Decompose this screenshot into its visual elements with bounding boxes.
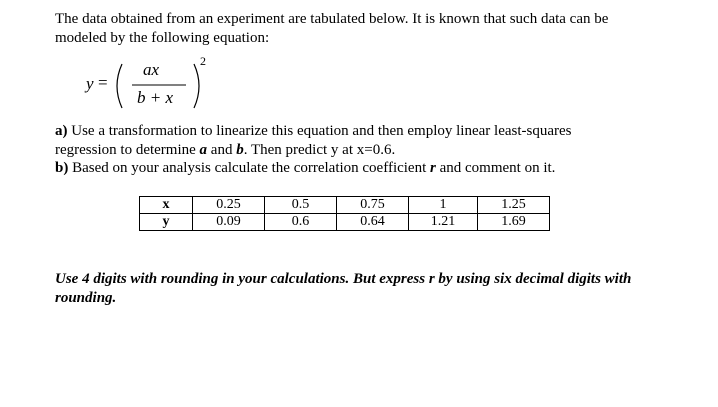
table-cell: 1.25 bbox=[478, 197, 550, 214]
equation-denominator: b + x bbox=[137, 88, 174, 107]
equation-exponent: 2 bbox=[200, 54, 206, 68]
equation-equals: = bbox=[98, 73, 108, 92]
question-a-line-2 bbox=[55, 141, 680, 160]
row-label-x: x bbox=[140, 197, 193, 214]
question-a-line-1 bbox=[55, 122, 680, 141]
table-cell: 1.21 bbox=[409, 214, 478, 231]
table-cell: 1 bbox=[409, 197, 478, 214]
row-label-y: y bbox=[140, 214, 193, 231]
note-line-1: Use 4 digits with rounding in your calculations. But express r by using six decimal digits with bbox=[55, 271, 632, 287]
var-r: r bbox=[430, 160, 436, 176]
table-cell: 0.64 bbox=[337, 214, 409, 231]
intro-line-2: modeled by the following equation: bbox=[55, 30, 270, 46]
var-b: b bbox=[236, 142, 244, 158]
question-a-text-1: Use a transformation to linearize this equation and then employ linear least-squares bbox=[71, 123, 572, 139]
table-cell: 0.6 bbox=[265, 214, 337, 231]
question-a-text-2-pre: regression to determine bbox=[55, 142, 196, 158]
question-b bbox=[55, 159, 680, 178]
question-a-label: a) bbox=[55, 123, 68, 139]
intro-paragraph bbox=[55, 10, 680, 48]
table-cell: 0.5 bbox=[265, 197, 337, 214]
table-cell: 0.09 bbox=[193, 214, 265, 231]
model-equation bbox=[86, 54, 216, 114]
table-cell: 0.25 bbox=[193, 197, 265, 214]
question-b-text-pre: Based on your analysis calculate the correlation coefficient bbox=[72, 160, 427, 176]
equation-numerator: ax bbox=[143, 60, 160, 79]
table-cell: 0.75 bbox=[337, 197, 409, 214]
intro-line-1: The data obtained from an experiment are tabulated below. It is known that such data can be bbox=[55, 11, 609, 27]
table-row bbox=[140, 214, 550, 231]
table-row bbox=[140, 197, 550, 214]
note-line-2: rounding. bbox=[55, 290, 117, 306]
question-a-text-2-post: . Then predict y at x=0.6. bbox=[243, 142, 396, 158]
question-b-text-post: and comment on it. bbox=[439, 160, 556, 176]
question-b-label: b) bbox=[55, 160, 69, 176]
question-a-and: and bbox=[210, 142, 233, 158]
table-cell: 1.69 bbox=[478, 214, 550, 231]
var-a: a bbox=[199, 142, 208, 158]
question-a bbox=[55, 122, 680, 160]
data-table bbox=[139, 196, 550, 231]
instruction-note bbox=[55, 270, 680, 308]
equation-lhs: y bbox=[86, 74, 94, 93]
